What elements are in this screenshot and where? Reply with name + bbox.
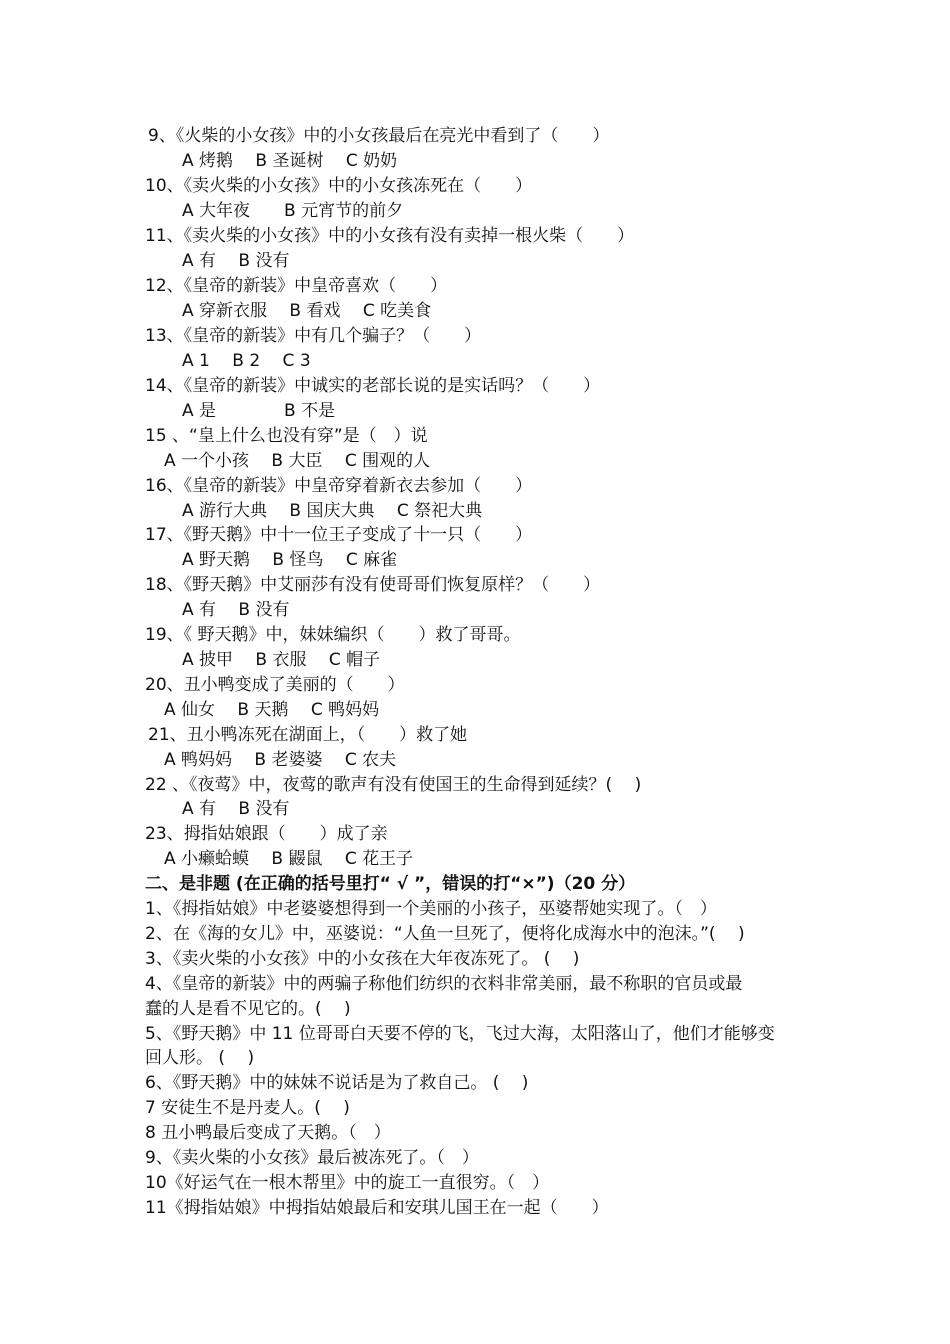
question-21: 21、丑小鸭冻死在湖面上，（ ）救了她 bbox=[148, 725, 468, 745]
question-9: 9、《火柴的小女孩》中的小女孩最后在亮光中看到了（ ） bbox=[148, 126, 610, 146]
judge-item-5: 5、《野天鹅》中 11 位哥哥白天要不停的飞，飞过大海，太阳落山了，他们才能够变 bbox=[145, 1024, 775, 1044]
question-15: 15 、“皇上什么也没有穿”是（ ）说 bbox=[145, 426, 428, 446]
question-23: 23、拇指姑娘跟（ ）成了亲 bbox=[145, 824, 388, 844]
judge-item-4: 4、《皇帝的新装》中的两骗子称他们纺织的衣料非常美丽，最不称职的官员或最 bbox=[145, 974, 743, 994]
options-20: A 仙女 B 天鹅 C 鸭妈妈 bbox=[164, 700, 380, 720]
options-12: A 穿新衣服 B 看戏 C 吃美食 bbox=[182, 301, 432, 321]
judge-item-4-cont: 蠢的人是看不见它的。( ) bbox=[145, 999, 351, 1019]
options-10: A 大年夜 B 元宵节的前夕 bbox=[182, 201, 404, 221]
question-13: 13、《皇帝的新装》中有几个骗子？（ ） bbox=[145, 326, 482, 346]
options-15: A 一个小孩 B 大臣 C 围观的人 bbox=[164, 451, 431, 471]
question-18: 18、《野天鹅》中艾丽莎有没有使哥哥们恢复原样？（ ） bbox=[145, 575, 601, 595]
judge-item-1: 1、《拇指姑娘》中老婆婆想得到一个美丽的小孩子，巫婆帮她实现了。（ ） bbox=[145, 899, 717, 919]
judge-item-6: 6、《野天鹅》中的妹妹不说话是为了救自己。 ( ) bbox=[145, 1073, 529, 1093]
question-11: 11、《卖火柴的小女孩》中的小女孩有没有卖掉一根火柴（ ） bbox=[145, 226, 635, 246]
options-21: A 鸭妈妈 B 老婆婆 C 农夫 bbox=[164, 750, 397, 770]
question-22: 22 、《夜莺》中，夜莺的歌声有没有使国王的生命得到延续？( ) bbox=[145, 775, 642, 795]
question-17: 17、《野天鹅》中十一位王子变成了十一只（ ） bbox=[145, 525, 533, 545]
question-19: 19、《 野天鹅》中，妹妹编织（ ）救了哥哥。 bbox=[145, 625, 521, 645]
options-22: A 有 B 没有 bbox=[182, 799, 290, 819]
options-16: A 游行大典 B 国庆大典 C 祭祀大典 bbox=[182, 501, 483, 521]
options-17: A 野天鹅 B 怪鸟 C 麻雀 bbox=[182, 550, 398, 570]
judge-item-10: 10《好运气在一根木帮里》中的旋工一直很穷。（ ） bbox=[145, 1173, 550, 1193]
question-20: 20、丑小鸭变成了美丽的（ ） bbox=[145, 675, 405, 695]
judge-item-11: 11《拇指姑娘》中拇指姑娘最后和安琪儿国王在一起（ ） bbox=[145, 1198, 609, 1218]
options-9: A 烤鹅 B 圣诞树 C 奶奶 bbox=[182, 151, 398, 171]
options-14: A 是 B 不是 bbox=[182, 401, 336, 421]
question-12: 12、《皇帝的新装》中皇帝喜欢（ ） bbox=[145, 276, 448, 296]
options-23: A 小癞蛤蟆 B 鼹鼠 C 花王子 bbox=[164, 849, 414, 869]
options-13: A 1 B 2 C 3 bbox=[182, 351, 311, 371]
judge-item-8: 8 丑小鸭最后变成了天鹅。（ ） bbox=[145, 1123, 391, 1143]
question-16: 16、《皇帝的新装》中皇帝穿着新衣去参加（ ） bbox=[145, 476, 533, 496]
question-10: 10、《卖火柴的小女孩》中的小女孩冻死在（ ） bbox=[145, 176, 533, 196]
judge-item-5-cont: 回人形。 ( ) bbox=[145, 1048, 255, 1068]
question-14: 14、《皇帝的新装》中诚实的老部长说的是实话吗？（ ） bbox=[145, 376, 601, 396]
judge-item-3: 3、《卖火柴的小女孩》中的小女孩在大年夜冻死了。 ( ) bbox=[145, 949, 580, 969]
judge-item-2: 2、在《海的女儿》中，巫婆说：“人鱼一旦死了，便将化成海水中的泡沫。”( ) bbox=[145, 924, 745, 944]
options-19: A 披甲 B 衣服 C 帽子 bbox=[182, 650, 381, 670]
options-18: A 有 B 没有 bbox=[182, 600, 290, 620]
section-heading-judge: 二、是非题 (在正确的括号里打“ √ ”，错误的打“×”)（20 分） bbox=[145, 874, 636, 894]
options-11: A 有 B 没有 bbox=[182, 251, 290, 271]
judge-item-7: 7 安徒生不是丹麦人。( ) bbox=[145, 1098, 350, 1118]
judge-item-9: 9、《卖火柴的小女孩》最后被冻死了。（ ） bbox=[145, 1148, 479, 1168]
